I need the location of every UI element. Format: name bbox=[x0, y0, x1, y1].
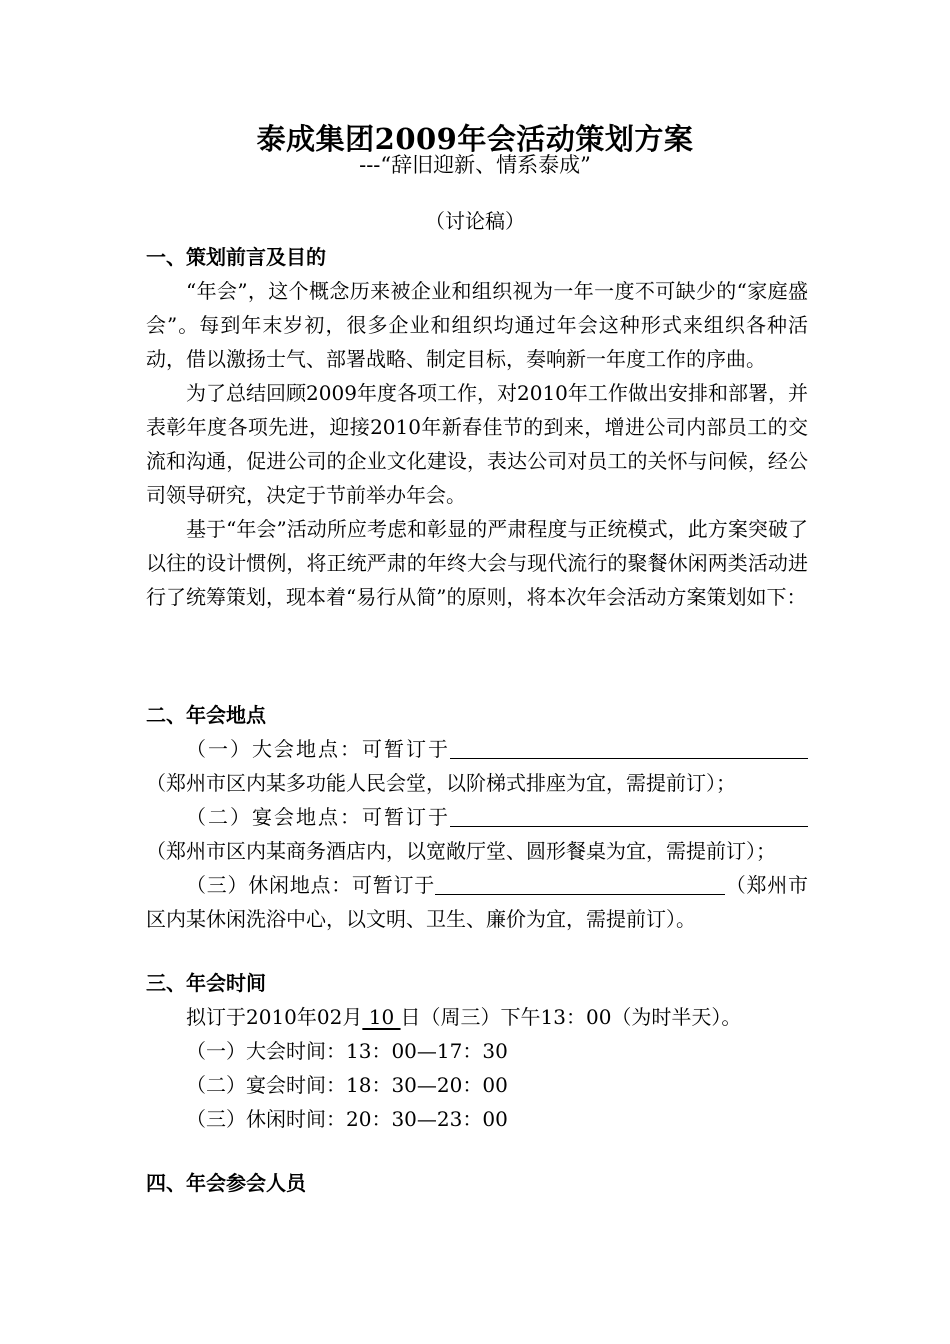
paragraph: 基于“年会”活动所应考虑和彰显的严肃程度与正统模式，此方案突破了以往的设计惯例，将正统严肃的年终大会与现代流行的聚餐休闲两类活动进行了统筹策划，现本着“易行从简”的原则，将本次年会活动方案策划如下： bbox=[146, 517, 808, 609]
document-subtitle: ---“辞旧迎新、情系泰成” bbox=[359, 153, 591, 177]
section-time bbox=[146, 966, 808, 1136]
draft-label: （讨论稿） bbox=[425, 209, 525, 233]
time-item: （二）宴会时间：18：30—20：00 bbox=[186, 1073, 508, 1097]
section-heading: 二、年会地点 bbox=[146, 703, 266, 727]
paragraph: 为了总结回顾2009年度各项工作，对2010年工作做出安排和部署，并表彰年度各项先进，迎接2010年新春佳节的到来，增进公司内部员工的交流和沟通，促进公司的企业文化建设，表达公司对员工的关怀与问候，经公司领导研究，决定于节前举办年会。 bbox=[146, 381, 808, 507]
time-item: （三）休闲时间：20：30—23：00 bbox=[186, 1107, 508, 1131]
venue-label: （三）休闲地点：可暂订于 bbox=[186, 873, 435, 897]
time-text: 拟订于2010年02月 bbox=[186, 1005, 363, 1029]
date-day: 10 bbox=[362, 1005, 401, 1029]
fill-in-blank bbox=[435, 872, 725, 895]
time-text: 日（周三）下午13：00（为时半天）。 bbox=[400, 1005, 742, 1029]
venue-note: （郑州市区内某多功能人民会堂，以阶梯式排座为宜，需提前订）； bbox=[146, 771, 736, 795]
venue-item bbox=[146, 732, 808, 800]
venue-label: （二）宴会地点：可暂订于 bbox=[186, 805, 450, 829]
venue-item bbox=[146, 868, 808, 936]
section-heading: 三、年会时间 bbox=[146, 971, 266, 995]
section-heading: 一、策划前言及目的 bbox=[146, 245, 326, 269]
section-attendees bbox=[146, 1166, 808, 1200]
venue-note: （郑州市区内某商务酒店内，以宽敞厅堂、圆形餐桌为宜，需提前订）； bbox=[146, 839, 776, 863]
fill-in-blank bbox=[450, 804, 808, 827]
time-line bbox=[146, 1000, 808, 1034]
venue-note: （郑州市区内某休闲洗浴中心，以文明、卫生、廉价为宜，需提前订）。 bbox=[146, 873, 808, 931]
fill-in-blank bbox=[450, 736, 808, 759]
venue-item bbox=[146, 800, 808, 868]
section-venue bbox=[146, 698, 808, 936]
paragraph: “年会”，这个概念历来被企业和组织视为一年一度不可缺少的“家庭盛会”。每到年末岁初，很多企业和组织均通过年会这种形式来组织各种活动，借以激扬士气、部署战略、制定目标，奏响新一年度工作的序曲。 bbox=[146, 279, 808, 371]
section-preface bbox=[146, 240, 808, 614]
venue-label: （一）大会地点：可暂订于 bbox=[186, 737, 450, 761]
document-title: 泰成集团2009年会活动策划方案 bbox=[256, 122, 694, 156]
section-heading: 四、年会参会人员 bbox=[146, 1171, 306, 1195]
time-item: （一）大会时间：13：00—17：30 bbox=[186, 1039, 508, 1063]
